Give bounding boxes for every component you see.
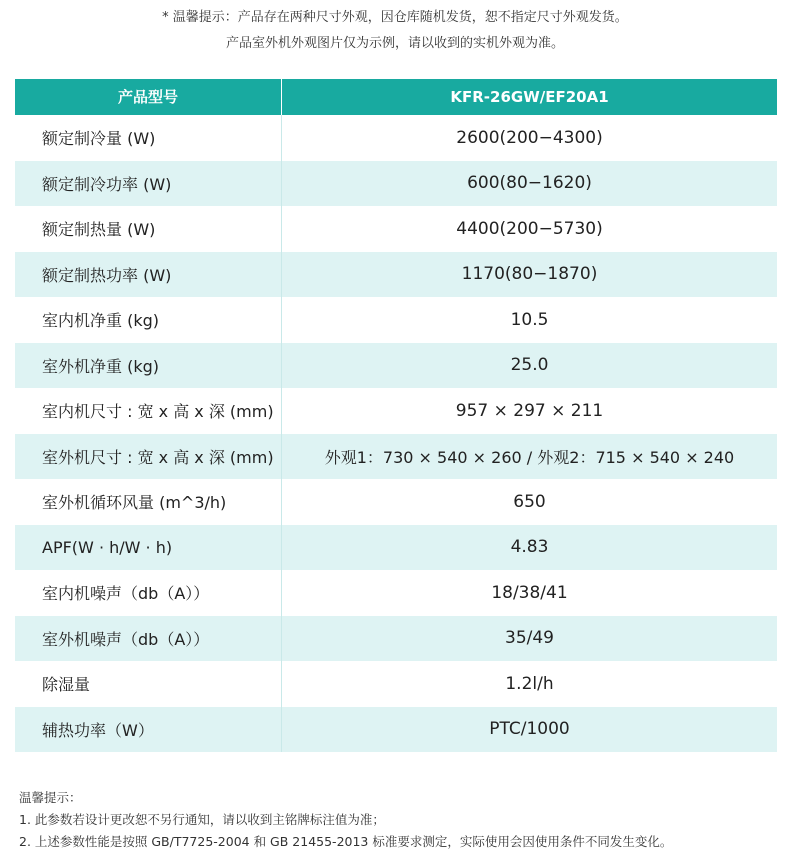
row-value: 外观1：730 × 540 × 260 / 外观2：715 × 540 × 240 [324,447,735,467]
row-label: 室外机循环风量 (m^3/h) [15,479,282,525]
table-row [15,434,777,480]
row-value: 4400(200−5730) [456,218,603,239]
table-row [15,479,777,525]
spec-table [15,79,777,752]
header-model-cell: KFR-26GW/EF20A1 [450,88,609,106]
row-label: APF(W · h/W · h) [15,525,282,571]
table-row [15,297,777,343]
row-label: 辅热功率（W） [15,707,282,753]
row-value: 18/38/41 [491,582,568,603]
footer-note-2: 2. 上述参数性能是按照 GB/T7725-2004 和 GB 21455-2013 标准要求测定，实际使用会因使用条件不同发生变化。 [19,834,673,849]
table-row [15,115,777,161]
row-label: 室外机净重 (kg) [15,343,282,389]
table-row [15,616,777,662]
notice-line-1: * 温馨提示：产品存在两种尺寸外观，因仓库随机发货，恕不指定尺寸外观发货。 [162,10,628,25]
row-value: 957 × 297 × 211 [455,400,604,421]
row-label: 额定制热量 (W) [15,206,282,252]
header-label-cell: 产品型号 [15,79,282,115]
table-header-row [15,79,777,115]
row-label: 室内机尺寸 : 宽 x 高 x 深 (mm) [15,388,282,434]
row-value: 4.83 [510,537,549,558]
footer-title: 温馨提示： [19,790,82,805]
row-value: 1.2l/h [505,673,554,694]
table-row [15,343,777,389]
table-row [15,661,777,707]
footer-notes [19,787,672,853]
row-value: PTC/1000 [489,719,570,740]
row-label: 额定制冷量 (W) [15,115,282,161]
row-label: 室内机噪声（db（A）） [15,570,282,616]
footer-note-1: 1. 此参数若设计更改恕不另行通知，请以收到主铭牌标注值为准； [19,812,385,827]
row-value: 1170(80−1870) [461,264,598,285]
table-row [15,707,777,753]
row-value: 600(80−1620) [467,173,592,194]
row-value: 650 [513,491,546,512]
row-label: 室外机噪声（db（A）） [15,616,282,662]
table-row [15,252,777,298]
row-label: 室内机净重 (kg) [15,297,282,343]
row-label: 室外机尺寸 : 宽 x 高 x 深 (mm) [15,434,282,480]
table-row [15,525,777,571]
notice-line-2: 产品室外机外观图片仅为示例，请以收到的实机外观为准。 [225,36,564,51]
row-value: 25.0 [510,355,549,376]
row-label: 额定制热功率 (W) [15,252,282,298]
row-value: 2600(200−4300) [456,127,603,148]
row-label: 除湿量 [15,661,282,707]
table-row [15,570,777,616]
table-row [15,161,777,207]
row-value: 10.5 [510,309,549,330]
row-label: 额定制冷功率 (W) [15,161,282,207]
table-row [15,388,777,434]
row-value: 35/49 [505,628,554,649]
table-row [15,206,777,252]
